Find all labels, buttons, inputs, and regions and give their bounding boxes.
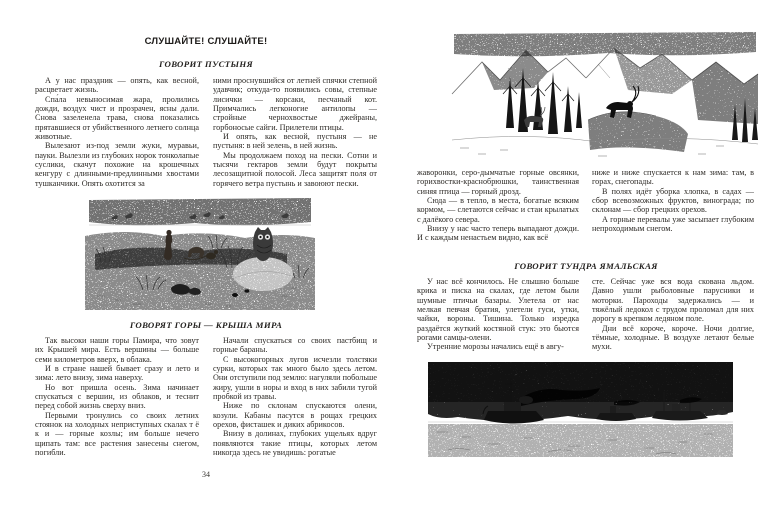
mountains-illustration: [448, 28, 762, 162]
section-heading-mountains: ГОВОРЯТ ГОРЫ — КРЫША МИРА: [129, 320, 283, 330]
paragraph: Спа́ла невыносимая жара, пролились дожди, воздух чист и прозрачен, ясны дали. Снова зазеленела трава, снова показались прятавшиеся от убийственного летнего солнца животные.: [35, 94, 199, 142]
paragraph: Сюда — в тепло, в места, богатые всяким кормом, — слетаются сейчас и стаи крылатых с далёкого севера.: [417, 196, 579, 224]
paragraph: Но вот пришла осень. Зима начинает спускаться с вершин, из облаков, и теснит перед собой жизнь сверху вниз.: [35, 382, 199, 411]
paragraph: В полях идёт уборка хлопка, в садах — сбор всевозможных фруктов, винограда; по склонам — сбор грецких орехов.: [592, 186, 754, 215]
paragraph: сте. Сейчас уже вся вода скована льдом. Давно ушли рыболовные парусники и моторки. Пароходы задержались — и тяжёлый ледокол с трудом проломал для них дорогу в крепком ледяном поле.: [592, 277, 754, 324]
page-number: 34: [202, 470, 210, 479]
desert-illustration: [85, 192, 315, 310]
paragraph: У нас всё кончилось. Не слышно больше крика и писка на скалах, где летом были шумные птичьи базары. Улетела от нас мелкая певчая братия, улетели гуси, утки, чайки, вороны. Тишина. Только изредка раздаётся жуткий костяной стук: это бьются рогами самцы-олени.: [417, 277, 579, 343]
tundra-text-block: [417, 277, 755, 352]
paragraph: А у нас праздник — опять, как весной, расцветает жизнь.: [35, 76, 199, 95]
text-column: [213, 76, 377, 188]
owl: [253, 227, 273, 261]
paragraph: И опять, как весной, пустыня — не пустыня: в ней зелень, в ней жизнь.: [213, 132, 377, 151]
paragraph: Начали спускаться со своих пастбищ и горные бараны.: [213, 336, 377, 355]
text-column: [35, 76, 199, 188]
paragraph: Первыми тронулись со своих летних стоянок на холодных неприступных скалах т ё к и — горные козлы; им больше нечего щипать там: все растения занесены снегом, погибли.: [35, 410, 199, 458]
paragraph: Так высоки наши горы Памира, что зовут их Крышей мира. Есть вершины — больше семи километров вверх, в облака.: [35, 336, 199, 364]
page-header-title: СЛУШАЙТЕ! СЛУШАЙТЕ!: [144, 36, 268, 47]
text-column: [213, 336, 377, 457]
paragraph: И в стране нашей бывает сразу и лето и зима: лето внизу, зима наверху.: [35, 364, 199, 383]
paragraph: Внизу в долинах, глубоких ущельях вдруг появляются такие птицы, которых летом никогда здесь не увидишь: рогатые: [213, 429, 377, 458]
right-page: [417, 0, 755, 506]
text-column: [592, 277, 754, 352]
paragraph: Ниже по склонам спускаются олени, козули. Кабаны пасутся в рощах грецких орехов, фисташек и диких абрикосов.: [213, 401, 377, 430]
paragraph: С высокогорных лугов исчезли толстяки сурки, которых так много было здесь летом. Они отступили под землю: нагуляли побольше жиру, ушли в норы и вход в них забили тугой пробкой из травы.: [213, 354, 377, 402]
icebreaker-illustration: [428, 362, 733, 457]
text-column: [592, 168, 754, 243]
paragraph: ниже и ниже спускается к нам зима: там, в горах, снегопады.: [592, 168, 754, 187]
paragraph: Мы продолжаем поход на пески. Сотни и тысячи гектаров земли будут покрыты лесозащитной полосой. Леса защитят поля от горячего ветра пустынь и завоюют пески.: [213, 150, 377, 188]
text-column: [35, 336, 199, 457]
paragraph: Внизу у нас часто теперь выпадают дожди. И с каждым ненастьем видно, как всё: [417, 224, 579, 243]
section-heading-tundra: ГОВОРИТ ТУНДРА ЯМАЛЬСКАЯ: [514, 261, 658, 271]
mountains-text-block: [35, 336, 377, 457]
paragraph: Вылезают из-под земли жуки, муравьи, пауки. Вылезли из глубоких норок тонколапые суслики, скачут похожие на крошечных кенгуру с длинными-предлинными хвостами тушканчики. Опять охотится за: [35, 141, 199, 188]
paragraph: жаворонки, серо-дымчатые горные овсянки, горихвостки-краснобрюшки, таинственная синяя птица — горный дрозд.: [417, 168, 579, 196]
paragraph: Дни всё короче, короче. Ночи долгие, тёмные, холодные. В воздухе летают белые мухи.: [592, 323, 754, 352]
paragraph: А горные перевалы уже засыпает глубоким непроходимым снегом.: [592, 214, 754, 234]
text-column: [417, 277, 579, 352]
mountains-continued-block: [417, 168, 755, 243]
desert-text-block: [35, 76, 377, 188]
text-column: [417, 168, 579, 243]
left-page: [35, 0, 377, 506]
paragraph: ними проснувшийся от летней спячки степной удавчик; откуда-то появились совы, степные лисички — корсаки, песчаный кот. Примчались легконогие антилопы — стройные чернохвостые джейраны, горбоносые сайги. Прилетели птицы.: [213, 76, 377, 132]
paragraph: Утренние морозы начались ещё в авгу-: [427, 342, 564, 352]
section-heading-desert: ГОВОРИТ ПУСТЫНЯ: [158, 59, 254, 69]
